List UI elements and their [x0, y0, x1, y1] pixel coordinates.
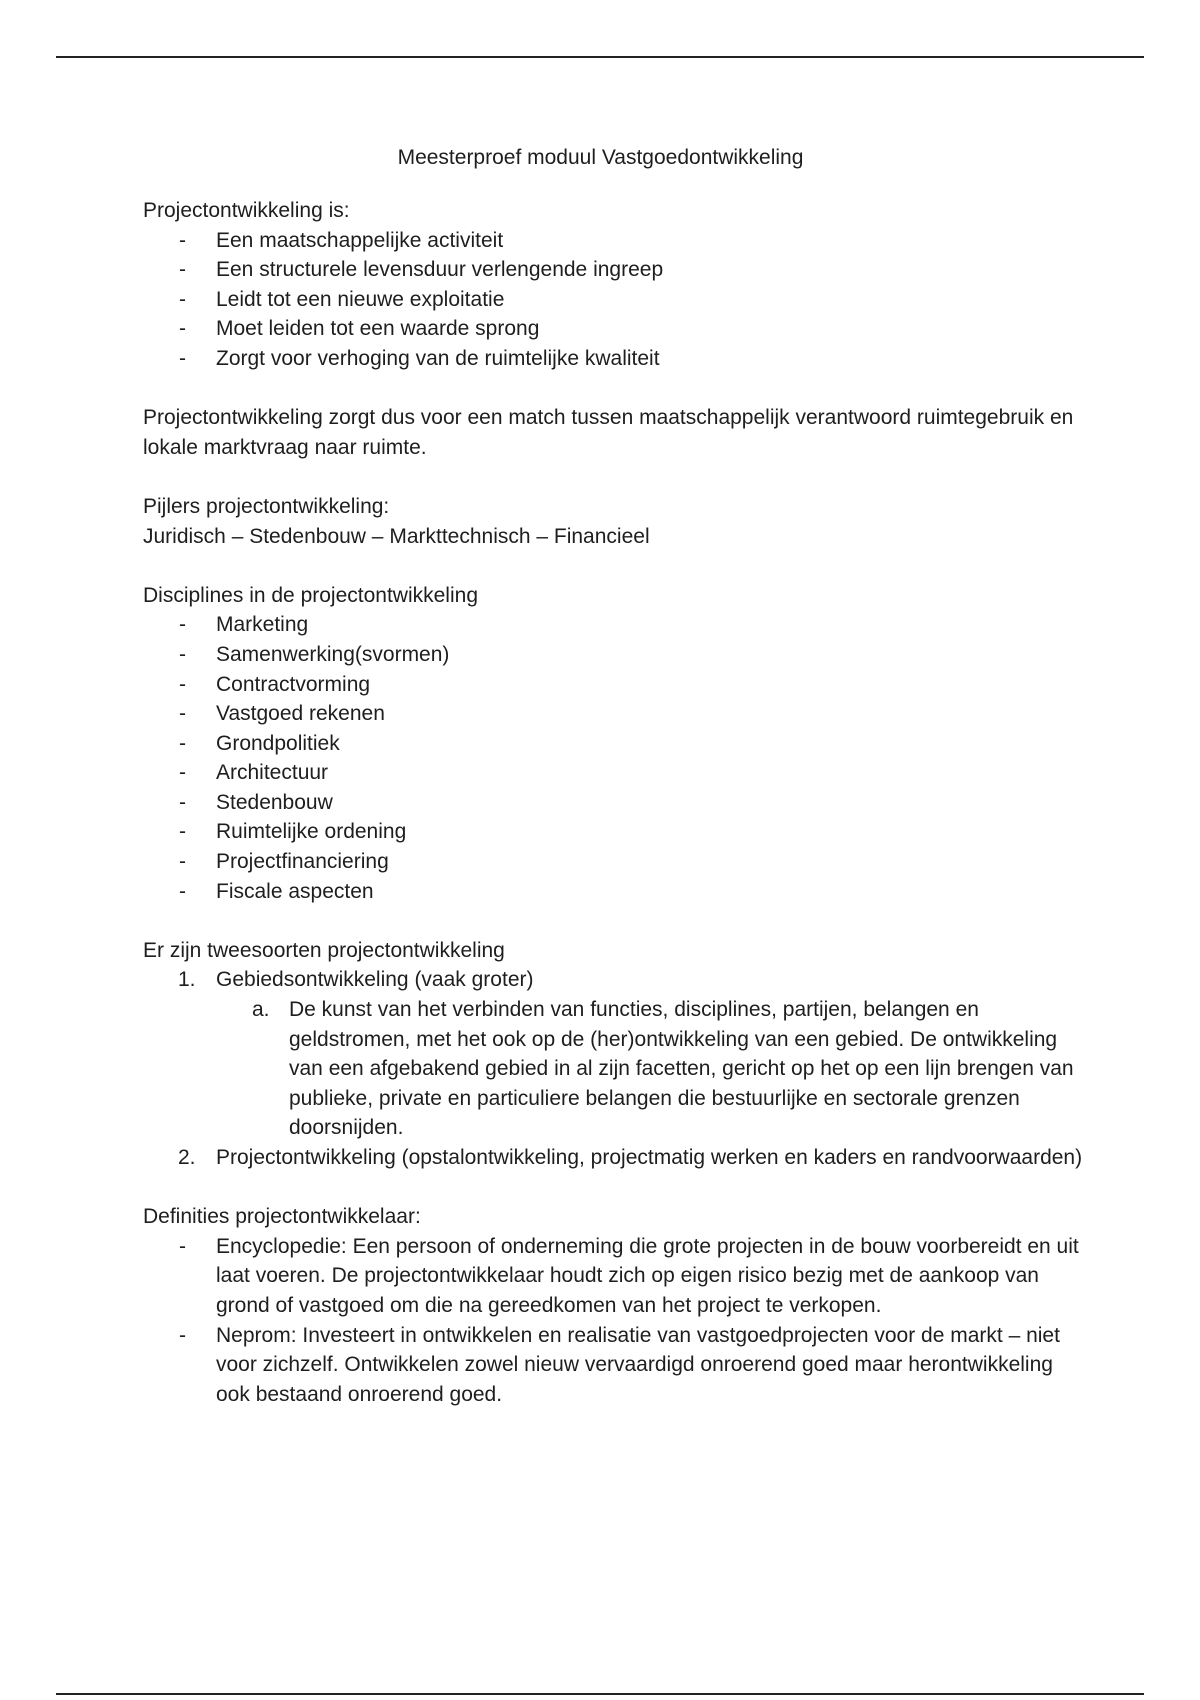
document-title: Meesterproef moduul Vastgoedontwikkeling — [397, 146, 804, 169]
list-item: - Grondpolitiek — [143, 729, 1083, 759]
numbered-list-types — [143, 965, 1083, 1172]
bullet-dash: - — [179, 761, 186, 785]
bullet-dash: - — [179, 879, 186, 903]
bullet-dash: - — [179, 346, 186, 370]
bullet-dash: - — [179, 672, 186, 696]
spacer — [143, 374, 1083, 404]
list-item: - Vastgoed rekenen — [143, 699, 1083, 729]
section-heading-projectontwikkeling: Projectontwikkeling is: — [143, 199, 350, 222]
list-item: - Marketing — [143, 610, 1083, 640]
bullet-dash: - — [179, 731, 186, 755]
bullet-dash: - — [179, 820, 186, 844]
bullet-dash: - — [179, 287, 186, 311]
pillars-text: Juridisch – Stedenbouw – Markttechnisch – Financieel — [143, 524, 650, 548]
list-item — [143, 965, 1083, 1143]
bullet-list-definitions — [143, 1232, 1083, 1410]
list-item-label: Projectontwikkeling (opstalontwikkeling, projectmatig werken en kaders en randvoorwaarden) — [216, 1146, 1083, 1169]
list-number: 1. — [178, 968, 196, 992]
section-heading-types: Er zijn tweesoorten projectontwikkeling — [143, 938, 505, 962]
list-item: - Fiscale aspecten — [143, 877, 1083, 907]
document-page — [143, 140, 1083, 1409]
list-item: - Samenwerking(svormen) — [143, 640, 1083, 670]
list-item: - Neprom: Investeert in ontwikkelen en realisatie van vastgoedprojecten voor de markt – niet voor zichzelf. Ontwikkelen zowel nieuw vervaardigd onroerend goed maar herontwikkeling ook bestaand onroerend goed. — [143, 1321, 1083, 1410]
bullet-dash: - — [179, 228, 186, 252]
paragraph-match: Projectontwikkeling zorgt dus voor een match tussen maatschappelijk verantwoord ruimtegebruik en lokale marktvraag naar ruimte. — [143, 406, 1074, 459]
bottom-border-line — [56, 1693, 1144, 1695]
bullet-dash: - — [179, 1323, 186, 1347]
list-item: - Moet leiden tot een waarde sprong — [143, 314, 1083, 344]
sub-list-item — [143, 995, 1083, 1143]
bullet-dash: - — [179, 642, 186, 666]
bullet-dash: - — [179, 790, 186, 814]
list-item: - Contractvorming — [143, 670, 1083, 700]
bullet-dash: - — [179, 850, 186, 874]
bullet-dash: - — [179, 613, 186, 637]
section-heading-definitions: Definities projectontwikkelaar: — [143, 1205, 421, 1229]
spacer — [143, 1173, 1083, 1203]
spacer — [143, 462, 1083, 492]
section-heading-disciplines: Disciplines in de projectontwikkeling — [143, 583, 478, 607]
spacer — [143, 906, 1083, 936]
list-number: 2. — [178, 1146, 196, 1169]
bullet-dash: - — [179, 258, 186, 282]
list-item: - Zorgt voor verhoging van de ruimtelijke kwaliteit — [143, 344, 1083, 374]
bullet-list-disciplines — [143, 610, 1083, 906]
list-item — [143, 1143, 1083, 1173]
list-item: - Een structurele levensduur verlengende ingreep — [143, 255, 1083, 285]
list-item: - Ruimtelijke ordening — [143, 817, 1083, 847]
sub-list — [143, 995, 1083, 1143]
list-item: - Leidt tot een nieuwe exploitatie — [143, 285, 1083, 315]
list-item-label: Gebiedsontwikkeling (vaak groter) — [216, 968, 534, 992]
bullet-dash: - — [179, 702, 186, 726]
section-heading-pijlers: Pijlers projectontwikkeling: — [143, 494, 390, 518]
bullet-dash: - — [179, 1234, 186, 1258]
top-border-line — [56, 56, 1144, 58]
list-item: - Projectfinanciering — [143, 847, 1083, 877]
list-letter: a. — [252, 998, 270, 1022]
bullet-dash: - — [179, 317, 186, 341]
spacer — [143, 551, 1083, 581]
bullet-list-projectontwikkeling — [143, 226, 1083, 374]
list-item: - Encyclopedie: Een persoon of onderneming die grote projecten in de bouw voorbereidt en uit laat voeren. De projectontwikkelaar houdt zich op eigen risico bezig met de aankoop van grond of vastgoed om die na gereedkomen van het project te verkopen. — [143, 1232, 1083, 1321]
list-item: - Een maatschappelijke activiteit — [143, 226, 1083, 256]
list-item: - Stedenbouw — [143, 788, 1083, 818]
list-item: - Architectuur — [143, 758, 1083, 788]
sub-list-text: De kunst van het verbinden van functies, disciplines, partijen, belangen en geldstromen, met het ook op de (her)ontwikkeling van een gebied. De ontwikkeling van een afgebakend gebied in al zijn facetten, gericht op het op een lijn brengen van publieke, private en particuliere belangen die bestuurlijke en sectorale grenzen doorsnijden. — [289, 998, 1074, 1140]
